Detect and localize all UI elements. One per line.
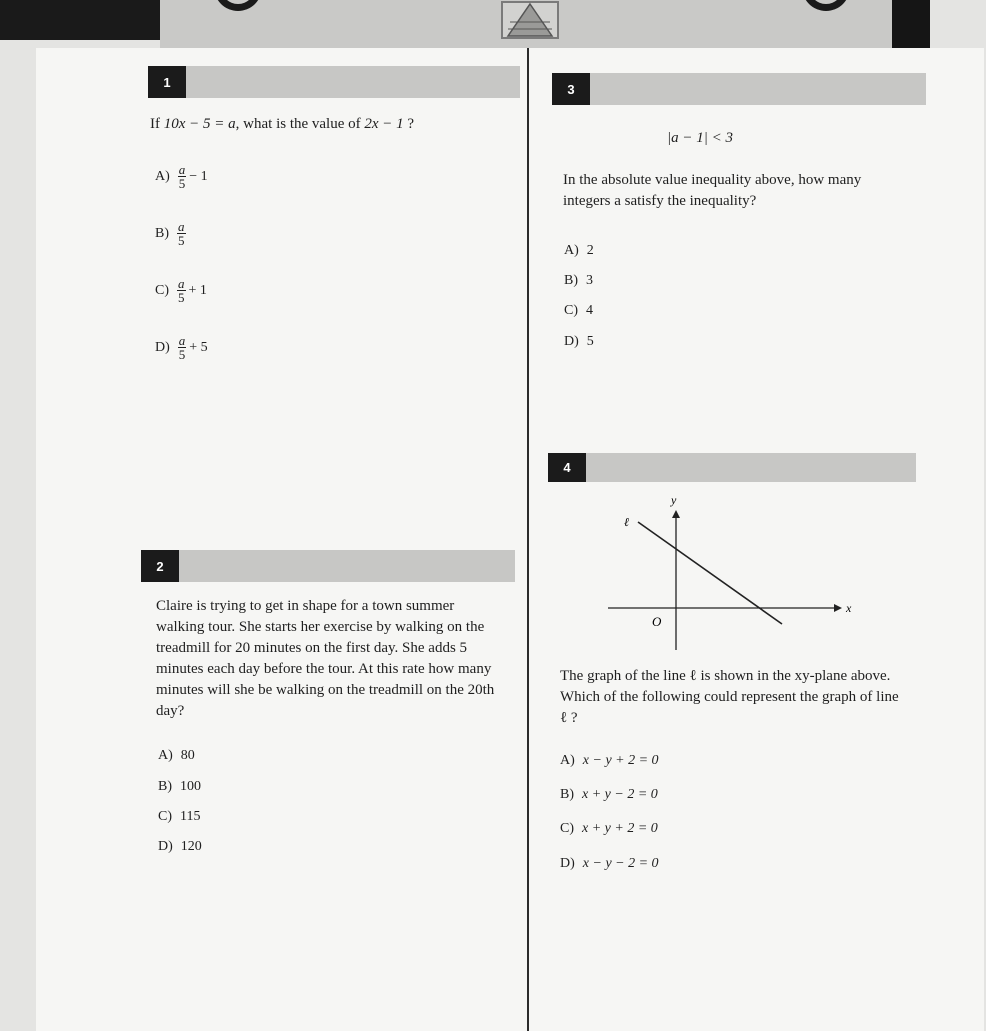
question-1-option-a[interactable]: A) $\frac{a}{5}$ − 1: [155, 162, 208, 191]
origin-label: O: [652, 614, 662, 629]
y-axis-label: y: [671, 493, 677, 507]
x-axis-label: x: [846, 601, 852, 615]
line-label: ℓ: [624, 515, 629, 529]
question-3-number: 3: [552, 73, 590, 105]
question-3-prompt: In the absolute value inequality above, how many integers a satisfy the inequality?: [563, 172, 862, 209]
question-4-option-a[interactable]: A) x − y + 2 = 0: [560, 753, 659, 768]
question-4-header: [548, 453, 916, 482]
question-1-header: [148, 66, 520, 98]
question-4-prompt: The graph of the line ℓ is shown in the xy-plane above. Which of the following could represent the graph of line ℓ ?: [560, 668, 899, 726]
question-2-number: 2: [141, 550, 179, 582]
fraction: $\frac{a}{5}$: [178, 276, 185, 305]
question-4-option-d[interactable]: D) x − y − 2 = 0: [560, 856, 659, 871]
question-1-option-b[interactable]: B) $\frac{a}{5}$: [155, 219, 185, 248]
top-left-bar: [0, 0, 160, 40]
column-divider: [527, 48, 529, 1031]
question-1-prompt: If 10x − 5 = a, what is the value of 2x − 1 ?: [150, 116, 415, 132]
question-2-option-d[interactable]: D) 120: [158, 839, 202, 854]
question-3-option-b[interactable]: B) 3: [564, 273, 593, 288]
question-2-option-c[interactable]: C) 115: [158, 809, 201, 824]
question-3-option-a[interactable]: A) 2: [564, 243, 594, 258]
fraction: $\frac{a}{5}$: [178, 162, 186, 191]
question-1-option-d[interactable]: D) $\frac{a}{5}$ + 5: [155, 333, 208, 362]
line-graph: [608, 492, 858, 652]
question-2-prompt: Claire is trying to get in shape for a town summer walking tour. She starts her exercise by walking on the treadmill for 20 minutes on the first day. She adds 5 minutes each day before the tour. At this rate how many minutes will she be walking on the treadmill on the 20th day?: [156, 598, 495, 719]
line-l: [638, 522, 782, 624]
center-logo-icon: [500, 0, 560, 40]
question-4-option-b[interactable]: B) x + y − 2 = 0: [560, 787, 658, 802]
question-2-option-b[interactable]: B) 100: [158, 779, 201, 794]
question-1-option-c[interactable]: C) $\frac{a}{5}$ + 1: [155, 276, 207, 305]
x-axis-arrow-icon: [834, 604, 842, 612]
question-4-option-c[interactable]: C) x + y + 2 = 0: [560, 821, 658, 836]
question-3-inequality: |a − 1| < 3: [667, 130, 733, 146]
top-right-block: [892, 0, 930, 50]
fraction: $\frac{a}{5}$: [178, 333, 186, 362]
question-3-option-d[interactable]: D) 5: [564, 334, 594, 349]
question-3-header: [552, 73, 926, 105]
question-2-header: [141, 550, 515, 582]
question-3-option-c[interactable]: C) 4: [564, 303, 593, 318]
question-4-number: 4: [548, 453, 586, 482]
y-axis-arrow-icon: [672, 510, 680, 518]
question-2-option-a[interactable]: A) 80: [158, 748, 195, 763]
question-1-number: 1: [148, 66, 186, 98]
fraction: $\frac{a}{5}$: [178, 219, 185, 248]
